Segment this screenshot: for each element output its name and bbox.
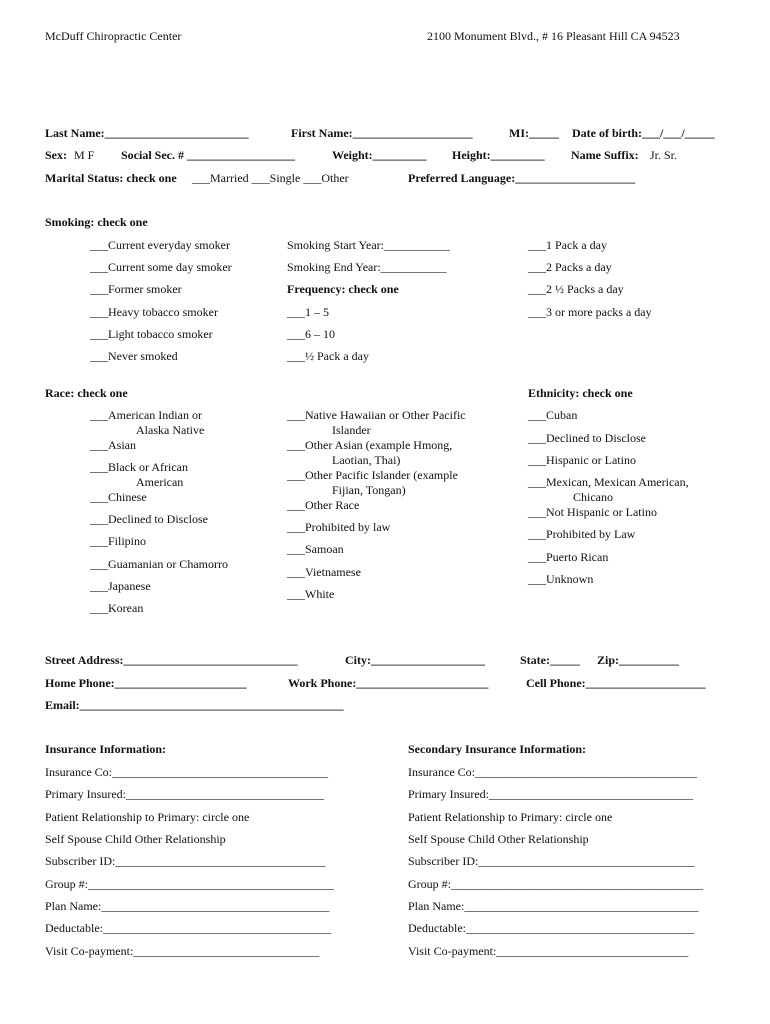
smoking-option[interactable]: ___Light tobacco smoker xyxy=(90,327,213,341)
ssn-field[interactable]: Social Sec. # __________________ xyxy=(121,148,295,162)
packs-option[interactable]: ___2 ½ Packs a day xyxy=(528,282,624,296)
race-option[interactable]: ___Native Hawaiian or Other Pacific xyxy=(287,408,466,422)
practice-name: McDuff Chiropractic Center xyxy=(45,29,182,43)
race-heading: Race: check one xyxy=(45,386,128,400)
secondary-plan-name-field[interactable]: Plan Name:_______________________________________ xyxy=(408,899,699,913)
preferred-language-field[interactable]: Preferred Language:____________________ xyxy=(408,171,636,185)
practice-address: 2100 Monument Blvd., # 16 Pleasant Hill CA 94523 xyxy=(427,29,680,43)
race-option-continued: American xyxy=(136,475,184,489)
secondary-relationship-options[interactable]: Self Spouse Child Other Relationship xyxy=(408,832,589,846)
ethnicity-option[interactable]: ___Unknown xyxy=(528,572,594,586)
smoking-option[interactable]: ___Current everyday smoker xyxy=(90,238,230,252)
secondary-primary-insured-field[interactable]: Primary Insured:__________________________________ xyxy=(408,787,693,801)
secondary-visit-copayment-field[interactable]: Visit Co-payment:________________________________ xyxy=(408,944,689,958)
street-address-field[interactable]: Street Address:_____________________________ xyxy=(45,653,298,667)
smoking-option[interactable]: ___Heavy tobacco smoker xyxy=(90,305,218,319)
ethnicity-option[interactable]: ___Prohibited by Law xyxy=(528,527,636,541)
state-field[interactable]: State:_____ xyxy=(520,653,580,667)
email-field[interactable]: Email:____________________________________________ xyxy=(45,698,344,712)
race-option[interactable]: ___Other Pacific Islander (example xyxy=(287,468,458,482)
ethnicity-heading: Ethnicity: check one xyxy=(528,386,633,400)
primary-insured-field[interactable]: Primary Insured:_________________________________ xyxy=(45,787,324,801)
work-phone-field[interactable]: Work Phone:______________________ xyxy=(288,676,489,690)
race-option[interactable]: ___Other Asian (example Hmong, xyxy=(287,438,453,452)
frequency-option[interactable]: ___½ Pack a day xyxy=(287,349,369,363)
name-suffix-label: Name Suffix: xyxy=(571,148,639,162)
ethnicity-option[interactable]: ___Not Hispanic or Latino xyxy=(528,505,657,519)
smoking-option[interactable]: ___Current some day smoker xyxy=(90,260,232,274)
deductable-field[interactable]: Deductable:______________________________________ xyxy=(45,921,331,935)
ethnicity-option[interactable]: ___Mexican, Mexican American, xyxy=(528,475,689,489)
smoking-option[interactable]: ___Never smoked xyxy=(90,349,178,363)
cell-phone-field[interactable]: Cell Phone:____________________ xyxy=(526,676,706,690)
marital-status-label: Marital Status: check one xyxy=(45,171,177,185)
race-option-continued: Islander xyxy=(332,423,371,437)
ethnicity-option[interactable]: ___Declined to Disclose xyxy=(528,431,646,445)
race-option-continued: Alaska Native xyxy=(136,423,205,437)
first-name-field[interactable]: First Name:____________________ xyxy=(291,126,473,140)
zip-field[interactable]: Zip:__________ xyxy=(597,653,680,667)
mi-field[interactable]: MI:_____ xyxy=(509,126,559,140)
packs-option[interactable]: ___2 Packs a day xyxy=(528,260,612,274)
frequency-heading: Frequency: check one xyxy=(287,282,399,296)
secondary-deductable-field[interactable]: Deductable:______________________________________ xyxy=(408,921,694,935)
packs-option[interactable]: ___3 or more packs a day xyxy=(528,305,652,319)
ethnicity-option[interactable]: ___Puerto Rican xyxy=(528,550,609,564)
marital-status-options[interactable]: ___Married ___Single ___Other xyxy=(192,171,349,185)
frequency-option[interactable]: ___1 – 5 xyxy=(287,305,329,319)
smoking-option[interactable]: ___Former smoker xyxy=(90,282,182,296)
race-option[interactable]: ___Samoan xyxy=(287,542,344,556)
race-option[interactable]: ___White xyxy=(287,587,335,601)
group-number-field[interactable]: Group #:_________________________________________ xyxy=(45,877,334,891)
race-option-continued: Laotian, Thai) xyxy=(332,453,401,467)
race-option[interactable]: ___Chinese xyxy=(90,490,147,504)
race-option[interactable]: ___Other Race xyxy=(287,498,360,512)
race-option[interactable]: ___Japanese xyxy=(90,579,151,593)
weight-field[interactable]: Weight:_________ xyxy=(332,148,427,162)
secondary-insurance-company-field[interactable]: Insurance Co:_____________________________________ xyxy=(408,765,697,779)
smoking-end-year-field[interactable]: Smoking End Year:___________ xyxy=(287,260,447,274)
city-field[interactable]: City:___________________ xyxy=(345,653,485,667)
race-option[interactable]: ___Filipino xyxy=(90,534,147,548)
last-name-field[interactable]: Last Name:________________________ xyxy=(45,126,249,140)
race-option[interactable]: ___Prohibited by law xyxy=(287,520,391,534)
packs-option[interactable]: ___1 Pack a day xyxy=(528,238,607,252)
frequency-option[interactable]: ___6 – 10 xyxy=(287,327,335,341)
race-option[interactable]: ___American Indian or xyxy=(90,408,202,422)
secondary-group-number-field[interactable]: Group #:__________________________________________ xyxy=(408,877,703,891)
race-option[interactable]: ___Asian xyxy=(90,438,136,452)
dob-field[interactable]: Date of birth:___/___/_____ xyxy=(572,126,715,140)
ethnicity-option-continued: Chicano xyxy=(573,490,613,504)
insurance-company-field[interactable]: Insurance Co:____________________________________ xyxy=(45,765,328,779)
race-option-continued: Fijian, Tongan) xyxy=(332,483,406,497)
race-option[interactable]: ___Vietnamese xyxy=(287,565,361,579)
race-option[interactable]: ___Declined to Disclose xyxy=(90,512,208,526)
race-option[interactable]: ___Black or African xyxy=(90,460,188,474)
home-phone-field[interactable]: Home Phone:______________________ xyxy=(45,676,247,690)
secondary-insurance-heading: Secondary Insurance Information: xyxy=(408,742,587,756)
visit-copayment-field[interactable]: Visit Co-payment:_______________________________ xyxy=(45,944,320,958)
relationship-options[interactable]: Self Spouse Child Other Relationship xyxy=(45,832,226,846)
smoking-heading: Smoking: check one xyxy=(45,215,148,229)
plan-name-field[interactable]: Plan Name:______________________________________ xyxy=(45,899,330,913)
ethnicity-option[interactable]: ___Hispanic or Latino xyxy=(528,453,636,467)
sex-options[interactable]: M F xyxy=(74,148,95,162)
height-field[interactable]: Height:_________ xyxy=(452,148,545,162)
secondary-relationship-label: Patient Relationship to Primary: circle one xyxy=(408,810,613,824)
sex-label: Sex: xyxy=(45,148,67,162)
subscriber-id-field[interactable]: Subscriber ID:___________________________________ xyxy=(45,854,326,868)
name-suffix-options[interactable]: Jr. Sr. xyxy=(650,148,678,162)
secondary-subscriber-id-field[interactable]: Subscriber ID:____________________________________ xyxy=(408,854,695,868)
relationship-label: Patient Relationship to Primary: circle one xyxy=(45,810,250,824)
race-option[interactable]: ___Korean xyxy=(90,601,144,615)
race-option[interactable]: ___Guamanian or Chamorro xyxy=(90,557,228,571)
insurance-heading: Insurance Information: xyxy=(45,742,167,756)
smoking-start-year-field[interactable]: Smoking Start Year:___________ xyxy=(287,238,451,252)
ethnicity-option[interactable]: ___Cuban xyxy=(528,408,578,422)
